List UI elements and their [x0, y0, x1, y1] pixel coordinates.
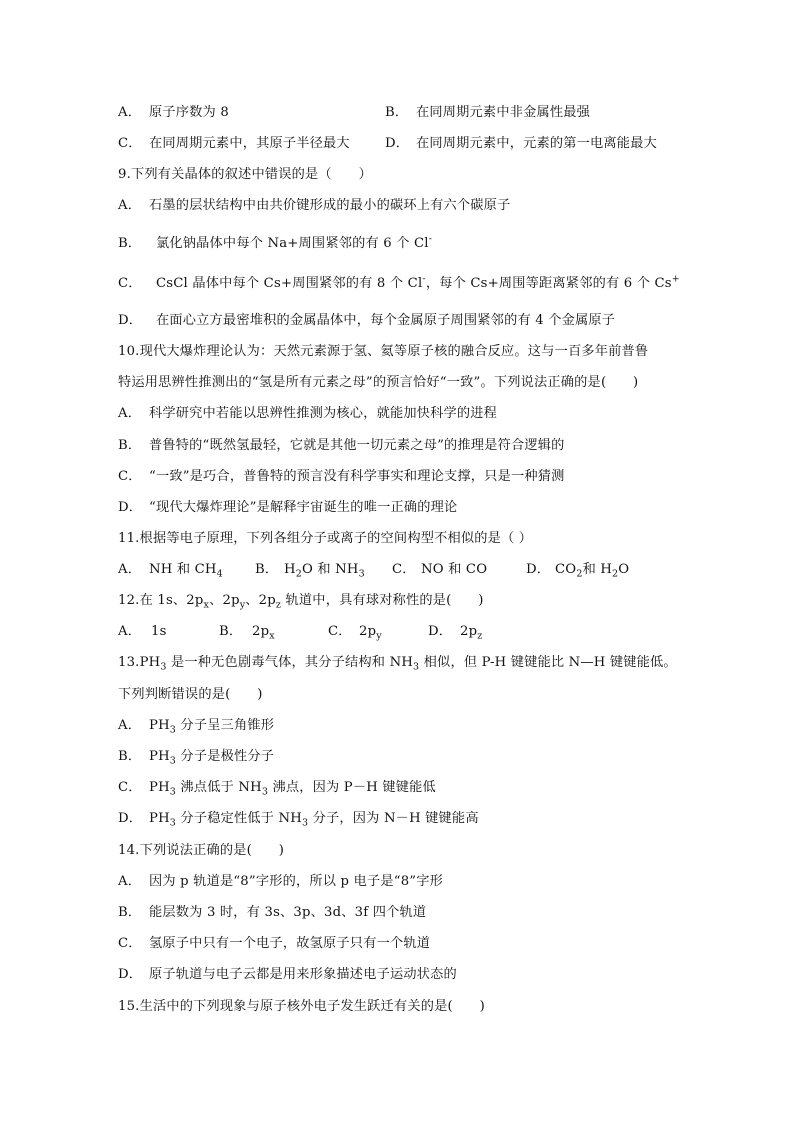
- q11-option-b-sub-1: 2: [295, 568, 302, 580]
- q13-stem-line-1: [118, 654, 677, 672]
- q13-stem-1b: 是一种无色剧毒气体，其分子结构和 NH: [166, 655, 414, 670]
- q12-option-d-sub: z: [477, 630, 483, 642]
- q10-option-d-label: D．: [118, 500, 143, 515]
- q9-option-c-label: C．: [118, 276, 142, 291]
- q13-option-b-text-2: 分子是极性分子: [176, 749, 275, 764]
- q13-option-a-sub: 3: [169, 724, 177, 736]
- q13-option-a-text-2: 分子呈三角锥形: [176, 718, 275, 733]
- q9-option-c-text-2: ，每个 Cs+周围等距离紧邻的有 6 个 Cs: [425, 276, 672, 291]
- q9-option-c-text: [156, 275, 680, 293]
- q12-option-c-text: [359, 623, 382, 641]
- q9-option-c-sup-1: -: [422, 273, 426, 285]
- q13-option-d-sub-2: 3: [301, 817, 309, 829]
- q10-option-c-label: C．: [118, 469, 142, 484]
- q13-option-c-sub-2: 3: [261, 786, 269, 798]
- q11-option-a-text: [149, 561, 223, 579]
- q12-option-b-label: B．: [219, 624, 243, 639]
- q9-option-d-text: 在面心立方最密堆积的金属晶体中，每个金属原子周围紧邻的有 4 个金属原子: [156, 313, 616, 328]
- q10-option-c-text: “一致”是巧合，普鲁特的预言没有科学事实和理论支撑，只是一种猜测: [149, 469, 565, 484]
- q14-option-b-label: B．: [118, 905, 142, 920]
- q15-stem: 15.生活中的下列现象与原子核外电子发生跃迁有关的是( ): [118, 999, 485, 1014]
- q13-option-c-label: C．: [118, 780, 142, 795]
- q13-option-c-text-1: PH: [149, 780, 170, 795]
- q14-option-c-label: C．: [118, 936, 142, 951]
- q13-option-c-text-2: 沸点低于 NH: [176, 780, 262, 795]
- q12-option-b-sub: x: [269, 630, 275, 642]
- q8-option-a-text: 原子序数为 8: [149, 105, 229, 120]
- q8-option-c-label: C．: [118, 136, 142, 151]
- q12-option-a-text: 1s: [151, 624, 167, 639]
- q13-option-b-text: [149, 748, 274, 766]
- q12-stem: [118, 592, 484, 610]
- q14-option-a-text: 因为 p 轨道是“8”字形的，所以 p 电子是“8”字形: [149, 874, 443, 889]
- q14-stem: 14.下列说法正确的是( ): [118, 843, 285, 858]
- q11-option-d-text-3: O: [618, 562, 630, 577]
- q8-option-b-text: 在同周期元素中非金属性最强: [416, 105, 591, 120]
- q11-option-a-text-main: NH 和 CH: [149, 562, 217, 577]
- q9-option-c-sup-2: +: [671, 273, 680, 285]
- q11-option-a-label: A．: [118, 562, 142, 577]
- q13-option-d-text-1: PH: [149, 811, 170, 826]
- q13-option-d-text-3: 分子，因为 N－H 键键能高: [308, 811, 479, 826]
- q11-option-b-label: B．: [255, 562, 279, 577]
- q12-option-c-label: C．: [328, 624, 352, 639]
- q13-option-a-label: A．: [118, 718, 142, 733]
- q8-option-b-label: B．: [385, 105, 409, 120]
- q13-stem-line-2: 下列判断错误的是( ): [118, 687, 263, 702]
- q13-stem-sub-2: 3: [413, 661, 420, 673]
- q11-option-b-text-1: H: [284, 562, 296, 577]
- q14-option-d-label: D．: [118, 967, 143, 982]
- q12-stem-1: 12.在 1s、2p: [118, 593, 204, 608]
- q13-option-d-text: [149, 810, 479, 828]
- q12-option-c-sub: y: [376, 630, 382, 642]
- q11-option-d-text: [555, 561, 629, 579]
- q11-option-d-sub-1: 2: [576, 568, 583, 580]
- q12-stem-sub-2: y: [239, 599, 246, 611]
- q10-option-b-text: 普鲁特的“既然氢最轻，它就是其他一切元素之母”的推理是符合逻辑的: [149, 438, 565, 453]
- q13-option-d-text-2: 分子稳定性低于 NH: [176, 811, 302, 826]
- q9-option-b-text-main: 氯化钠晶体中每个 Na+周围紧邻的有 6 个 Cl: [156, 236, 429, 251]
- q11-option-c-label: C．: [392, 562, 416, 577]
- q11-option-d-sub-2: 2: [612, 568, 619, 580]
- q13-option-a-text: [149, 717, 274, 735]
- q13-option-d-sub-1: 3: [169, 817, 177, 829]
- q11-option-d-label: D．: [526, 562, 551, 577]
- q12-stem-sub-1: x: [203, 599, 210, 611]
- q9-option-a-label: A．: [118, 198, 142, 213]
- q12-option-c-text-main: 2p: [359, 624, 377, 639]
- q13-option-c-text-3: 沸点，因为 P－H 键键能低: [268, 780, 436, 795]
- q14-option-d-text: 原子轨道与电子云都是用来形象描述电子运动状态的: [149, 967, 457, 982]
- q12-option-b-text-main: 2p: [252, 624, 270, 639]
- q11-option-d-text-2: 和 H: [582, 562, 613, 577]
- q8-option-c-text: 在同周期元素中，其原子半径最大: [149, 136, 350, 151]
- q11-option-b-sub-2: 3: [358, 568, 365, 580]
- q11-option-c-text: NO 和 CO: [421, 562, 488, 577]
- q11-option-a-sub: 4: [216, 568, 223, 580]
- q10-stem-line-2: 特运用思辨性推测出的“氢是所有元素之母”的预言恰好“一致”。下列说法正确的是( ): [118, 375, 639, 390]
- q13-stem-1c: 相似，但 P-H 键键能比 N—H 键键能低。: [419, 655, 677, 670]
- q13-option-a-text-1: PH: [149, 718, 170, 733]
- q13-option-b-text-1: PH: [149, 749, 170, 764]
- q14-option-b-text: 能层数为 3 时，有 3s、3p、3d、3f 四个轨道: [149, 905, 427, 920]
- q12-option-d-label: D．: [428, 624, 453, 639]
- q8-option-d-text: 在同周期元素中，元素的第一电离能最大: [416, 136, 657, 151]
- q13-stem-sub-1: 3: [160, 661, 167, 673]
- q14-option-c-text: 氢原子中只有一个电子，故氢原子只有一个轨道: [149, 936, 431, 951]
- q9-option-a-text: 石墨的层状结构中由共价键形成的最小的碳环上有六个碳原子: [149, 198, 511, 213]
- q9-option-b-label: B．: [118, 236, 142, 251]
- q9-stem: 9.下列有关晶体的叙述中错误的是（ ）: [118, 167, 372, 182]
- q13-stem-1a: 13.PH: [118, 655, 161, 670]
- q9-option-d-label: D．: [118, 313, 143, 328]
- q13-option-b-label: B．: [118, 749, 142, 764]
- q13-option-c-sub-1: 3: [169, 786, 177, 798]
- q13-option-b-sub: 3: [169, 755, 177, 767]
- q11-option-b-text-2: O 和 NH: [301, 562, 359, 577]
- q12-stem-sub-3: z: [275, 599, 282, 611]
- q10-stem-line-1: 10.现代大爆炸理论认为：天然元素源于氢、氦等原子核的融合反应。这与一百多年前普鲁: [118, 344, 649, 359]
- q13-option-d-label: D．: [118, 811, 143, 826]
- q10-option-b-label: B．: [118, 438, 142, 453]
- q8-option-d-label: D．: [385, 136, 410, 151]
- q13-option-c-text: [149, 779, 436, 797]
- q11-stem: 11.根据等电子原理，下列各组分子或离子的空间构型不相似的是（ ）: [118, 531, 533, 546]
- q9-option-c-text-1: CsCl 晶体中每个 Cs+周围紧邻的有 8 个 Cl: [156, 276, 423, 291]
- q10-option-a-label: A．: [118, 406, 142, 421]
- q14-option-a-label: A．: [118, 874, 142, 889]
- q12-option-d-text: [460, 623, 482, 641]
- q12-stem-3: 、2p: [245, 593, 276, 608]
- q12-option-d-text-main: 2p: [460, 624, 478, 639]
- q12-option-a-label: A．: [118, 624, 142, 639]
- q10-option-a-text: 科学研究中若能以思辨性推测为核心，就能加快科学的进程: [149, 406, 498, 421]
- q12-stem-2: 、2p: [209, 593, 240, 608]
- q10-option-d-text: “现代大爆炸理论”是解释宇宙诞生的唯一正确的理论: [149, 500, 458, 515]
- q12-option-b-text: [252, 623, 275, 641]
- q11-option-b-text: [284, 561, 365, 579]
- q9-option-b-sup: -: [428, 233, 433, 245]
- q11-option-d-text-1: CO: [555, 562, 577, 577]
- q12-stem-4: 轨道中，具有球对称性的是( ): [281, 593, 484, 608]
- q9-option-b-text: [156, 235, 432, 253]
- q8-option-a-label: A．: [118, 105, 142, 120]
